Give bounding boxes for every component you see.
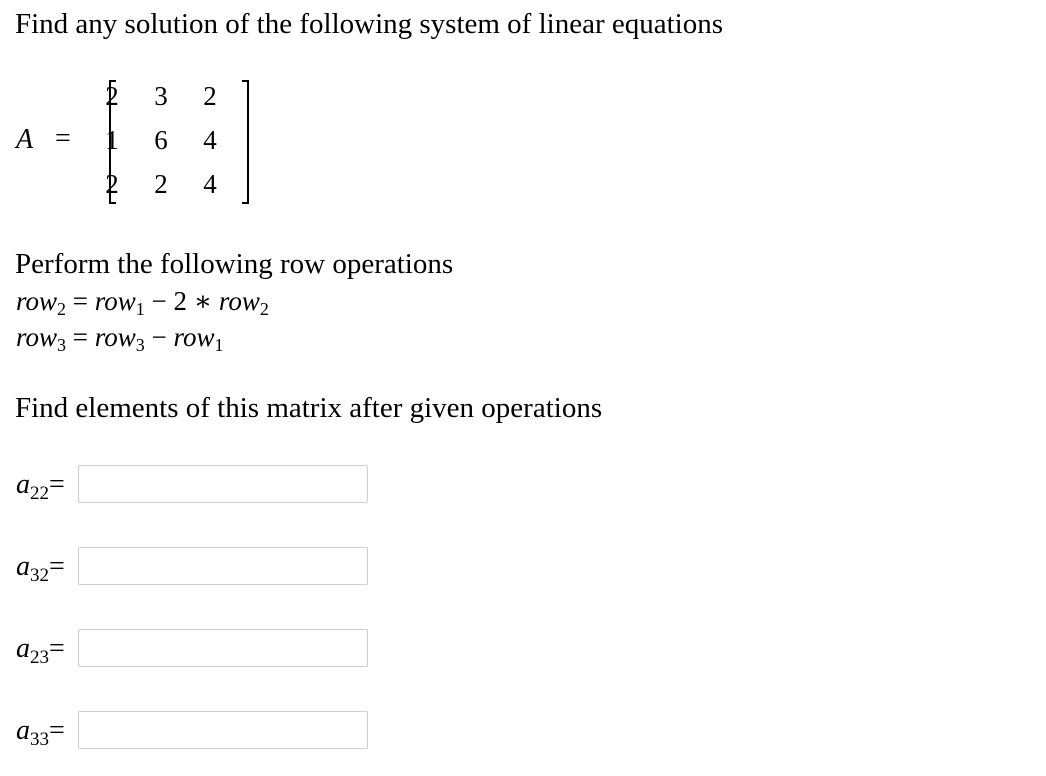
- op1-lhs-sub: 2: [57, 299, 67, 319]
- answer-input-a22[interactable]: [78, 465, 368, 503]
- label-sub: 23: [30, 647, 49, 668]
- answer-label-a22: [16, 469, 65, 505]
- matrix-cell-3-3: 4: [203, 169, 217, 199]
- matrix-cell-2-3: 4: [203, 125, 217, 155]
- op1-operator: − 2 ∗: [151, 286, 213, 316]
- matrix-cell-1-1: 2: [105, 81, 119, 111]
- question-heading: Find any solution of the following system of linear equations: [15, 8, 723, 40]
- op2-term2: row: [173, 322, 215, 352]
- op2-operator: −: [151, 322, 167, 352]
- label-equals: =: [49, 469, 65, 500]
- label-equals: =: [49, 715, 65, 746]
- matrix-cell-1-3: 2: [203, 81, 217, 111]
- op2-equals: =: [72, 322, 88, 352]
- matrix-cell-3-1: 2: [105, 169, 119, 199]
- label-base: a: [16, 551, 30, 582]
- op2-lhs-sub: 3: [57, 335, 67, 355]
- label-sub: 22: [30, 483, 49, 504]
- answer-input-a33[interactable]: [78, 711, 368, 749]
- label-sub: 33: [30, 729, 49, 750]
- label-base: a: [16, 469, 30, 500]
- matrix-cell-3-2: 2: [154, 169, 168, 199]
- op2-term2-sub: 1: [214, 335, 224, 355]
- op1-term1: row: [94, 286, 136, 316]
- op2-lhs: row: [16, 322, 58, 352]
- label-equals: =: [49, 551, 65, 582]
- operations-title: Perform the following row operations: [15, 248, 454, 280]
- answer-label-a32: [16, 551, 65, 587]
- label-base: a: [16, 715, 30, 746]
- matrix-cell-2-2: 6: [154, 125, 168, 155]
- op1-lhs: row: [16, 286, 58, 316]
- op2-term1: row: [94, 322, 136, 352]
- answer-input-a23[interactable]: [78, 629, 368, 667]
- matrix-cell-1-2: 3: [154, 81, 168, 111]
- row-operation-2: [16, 320, 224, 362]
- answer-input-a32[interactable]: [78, 547, 368, 585]
- op1-term1-sub: 1: [135, 299, 145, 319]
- find-elements-title: Find elements of this matrix after given operations: [15, 392, 603, 424]
- label-base: a: [16, 633, 30, 664]
- answer-label-a23: [16, 633, 65, 669]
- op1-equals: =: [72, 286, 88, 316]
- op1-term2: row: [218, 286, 260, 316]
- matrix-label: A: [16, 124, 34, 155]
- answer-label-a33: [16, 715, 65, 751]
- op1-term2-sub: 2: [259, 299, 269, 319]
- label-sub: 32: [30, 565, 49, 586]
- matrix-brackets: [106, 77, 256, 207]
- matrix-cell-2-1: 1: [105, 125, 119, 155]
- op2-term1-sub: 3: [135, 335, 145, 355]
- matrix-equals-sign: =: [55, 123, 71, 154]
- label-equals: =: [49, 633, 65, 664]
